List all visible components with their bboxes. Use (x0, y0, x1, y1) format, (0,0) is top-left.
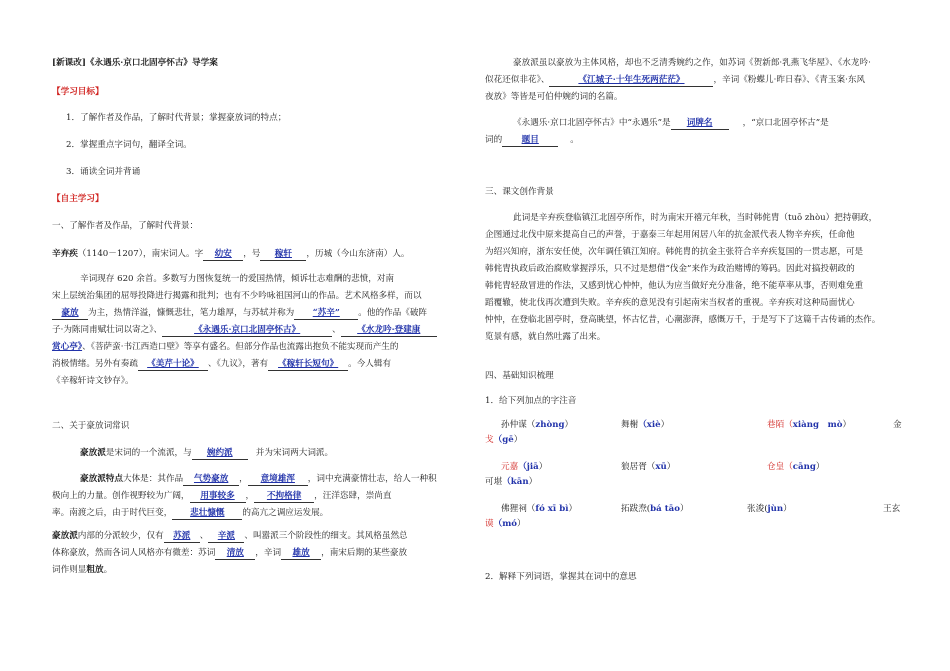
pinyin-item-11: 拓跋焘(bá tāo） (621, 504, 689, 514)
author-name: 辛弃疾 (52, 249, 78, 259)
right-line1: 豪放派虽以豪放为主体风格，却也不乏清秀婉约之作，如苏词《贺新郎·乳燕飞华屋》、《水龙吟· (513, 58, 871, 68)
pinyin-item-3: 巷陌（xiàng mò） (767, 420, 852, 430)
section-3-heading: 三、课文创作背景 (485, 187, 554, 197)
author-text-c: ，历城（今山东济南）人。 (306, 249, 410, 259)
branches-line3: 词作则显粗放。 (52, 565, 113, 575)
author-text-a: （1140－1207），南宋词人。字 (77, 249, 204, 259)
answer-zi: 幼安 (214, 249, 232, 259)
para1-line1: 辛词现存 620 余首。多数写力图恢复统一的爱国热情，倾诉壮志难酬的悲愤，对南 (80, 274, 395, 284)
pinyin-item-1: 孙仲谋（zhòng） (501, 420, 574, 430)
answer-haofang: 豪放 (61, 308, 79, 318)
para1-line4: 子·为陈同甫赋壮词以寄之》、 《永遇乐·京口北固亭怀古》 、 《水龙吟·登建康 (52, 324, 437, 337)
branches-line1: 豪放派内部的分派较少，仅有 苏派 、 辛派 、叫嚣派三个阶段性的细支。其风格虽然总 (52, 530, 408, 543)
self-study-heading: 【自主学习】 (52, 194, 104, 204)
pinyin-item-10: 佛狸祠（fó xī bì） (501, 504, 578, 514)
task-1-heading: 1．给下列加点的字注音 (485, 396, 577, 406)
pinyin-item-9: 可堪（kān） (485, 477, 538, 487)
pinyin-item-2: 舞榭（xiè） (621, 420, 670, 430)
answer-timu: 题目 (521, 135, 539, 145)
right-line3: 夜放》等皆是可伯仲婉约词的名篇。 (485, 92, 623, 102)
branches-line2: 体称豪放，然而各词人风格亦有微差：苏词 清放 ，辛词 雄放 ，南宋后期的某些豪放 (52, 547, 407, 560)
pinyin-item-6: 元嘉（jiā） (501, 462, 548, 472)
blank-hao[interactable] (260, 248, 306, 261)
para1-line6: 消极情绪。另外有奏疏 《美芹十论》 、《九议》，著有 《稼轩长短句》 。今人辑有 (52, 358, 391, 371)
timu-line: 词的 题目 。 (485, 134, 579, 147)
answer-jiangchengzi: 《江城子·十年生死两茫茫》 (578, 75, 685, 85)
bg-line4: 韩侂胄执政后政治腐败掌握浮乐，只不过是想借“伐金”来作为政治赌博的筹码。因此对搞投朝政的 (485, 264, 855, 274)
answer-susin: “苏辛” (312, 308, 340, 318)
para1-line2: 宋上层统治集团的屈辱投降进行揭露和批判；也有不少吟咏祖国河山的作品。艺术风格多样，而以 (52, 291, 422, 301)
features-line1: 豪放派特点大体是：其作品 气势豪放 ， 意境雄浑 ，词中充满豪情壮志，给人一种积 (80, 473, 437, 486)
pinyin-item-7: 狼居胥（xū） (621, 462, 676, 472)
answer-mrsl: 《美芹十论》 (147, 359, 199, 369)
answer-cipaiming: 词牌名 (686, 118, 713, 128)
goal-2: 2．掌握重点字词句，翻译全词。 (66, 140, 192, 150)
right-line2: 似花还似非花》、 《江城子·十年生死两茫茫》 ，辛词《粉蝶儿·昨日春》、《青玉案·东风 (485, 74, 865, 87)
features-line3: 率。南渡之后，由于时代巨变， 悲壮慷慨 的高亢之调应运发展。 (52, 507, 328, 520)
features-line2: 极向上的力量。创作视野较为广阔， 用事较多 ， 不拘格律 ，汪洋恣肆，崇尚直 (52, 490, 391, 503)
author-text-b: ，号 (243, 249, 261, 259)
bg-line5: 韩侂胄轻敌冒进的作法，又感到忧心忡忡，他认为应当做好充分准备，绝不能草率从事，否则难免重 (485, 281, 864, 291)
bg-line3: 为绍兴知府，浙东安任使，次年调任镇江知府。韩侂胄的抗金主张符合辛弃疾复国的一贯志愿，可是 (485, 247, 864, 257)
goal-3: 3．诵读全词并背诵 (66, 167, 141, 177)
bg-line2: 企图通过北伐中原来提高自己的声誉，于嘉泰三年起用闲居八年的抗金派代表人物辛弃疾，任命他 (485, 230, 855, 240)
section-4-heading: 四、基础知识梳理 (485, 371, 554, 381)
author-line (52, 248, 410, 261)
pinyin-item-12: 张浚(jùn） (747, 504, 792, 514)
answer-yyl: 《永遇乐·京口北固亭怀古》 (194, 325, 301, 335)
answer-slyd: 《水龙吟·登建康 (357, 325, 421, 335)
section-1-heading: 一、了解作者及作品，了解时代背景： (52, 221, 199, 231)
para1-line5: 赏心亭》、《菩萨蛮·书江西造口壁》等享有盛名。但部分作品也流露出抱负不能实现而产生的 (52, 342, 399, 352)
bg-line7: 忡忡，在登临北固亭时，登高眺望，怀古忆昔，心潮澎湃，感慨万千，于是写下了这篇千古传诵的杰作。 (485, 315, 881, 325)
para1-line7: 《辛稼轩诗文钞存》。 (52, 376, 134, 386)
section-2-heading: 二、关于豪放词常识 (52, 421, 130, 431)
pinyin-item-13: 王玄 (883, 504, 901, 514)
bg-line6: 蹈覆辙，使北伐再次遭到失败。辛弃疾的意见没有引起南宋当权者的重视。辛弃疾对这种局面忧心 (485, 298, 855, 308)
bg-line8: 览景有感，就自然吐露了出来。 (485, 332, 606, 342)
para1-line3: 豪放 为主，热情洋溢，慷慨悲壮，笔力雄厚，与苏轼并称为 “苏辛” 。他的作品《破阵 (52, 307, 427, 320)
pinyin-item-8: 仓皇（cāng） (767, 462, 825, 472)
haofang-def: 豪放派是宋词的一个流派，与 婉约派 并为宋词两大词派。 (80, 447, 333, 460)
goals-heading: 【学习目标】 (52, 87, 104, 97)
doc-title: [新课改]《永遇乐·京口北固亭怀古》导学案 (52, 58, 218, 68)
pinyin-item-5: 戈（gē） (485, 435, 523, 445)
answer-hao: 稼轩 (274, 249, 292, 259)
answer-jxcd: 《稼轩长短句》 (278, 359, 339, 369)
pinyin-item-4: 金 (893, 420, 902, 430)
task-2-heading: 2．解释下列词语，掌握其在词中的意思 (485, 572, 637, 582)
answer-wanyue: 婉约派 (206, 448, 233, 458)
pinyin-item-14: 谟（mó） (485, 519, 526, 529)
goal-1: 1．了解作者及作品，了解时代背景；掌握豪放词的特点； (66, 113, 287, 123)
blank-zi[interactable] (203, 248, 243, 261)
bg-line1: 此词是辛弃疾登临镇江北固亭所作，时为南宋开禧元年秋，当时韩侂胄（tuō zhòu）把持朝政， (513, 213, 878, 223)
cipai-line: 《永遇乐·京口北固亭怀古》中“永遇乐”是 词牌名 ，“京口北固亭怀古”是 (513, 117, 829, 130)
